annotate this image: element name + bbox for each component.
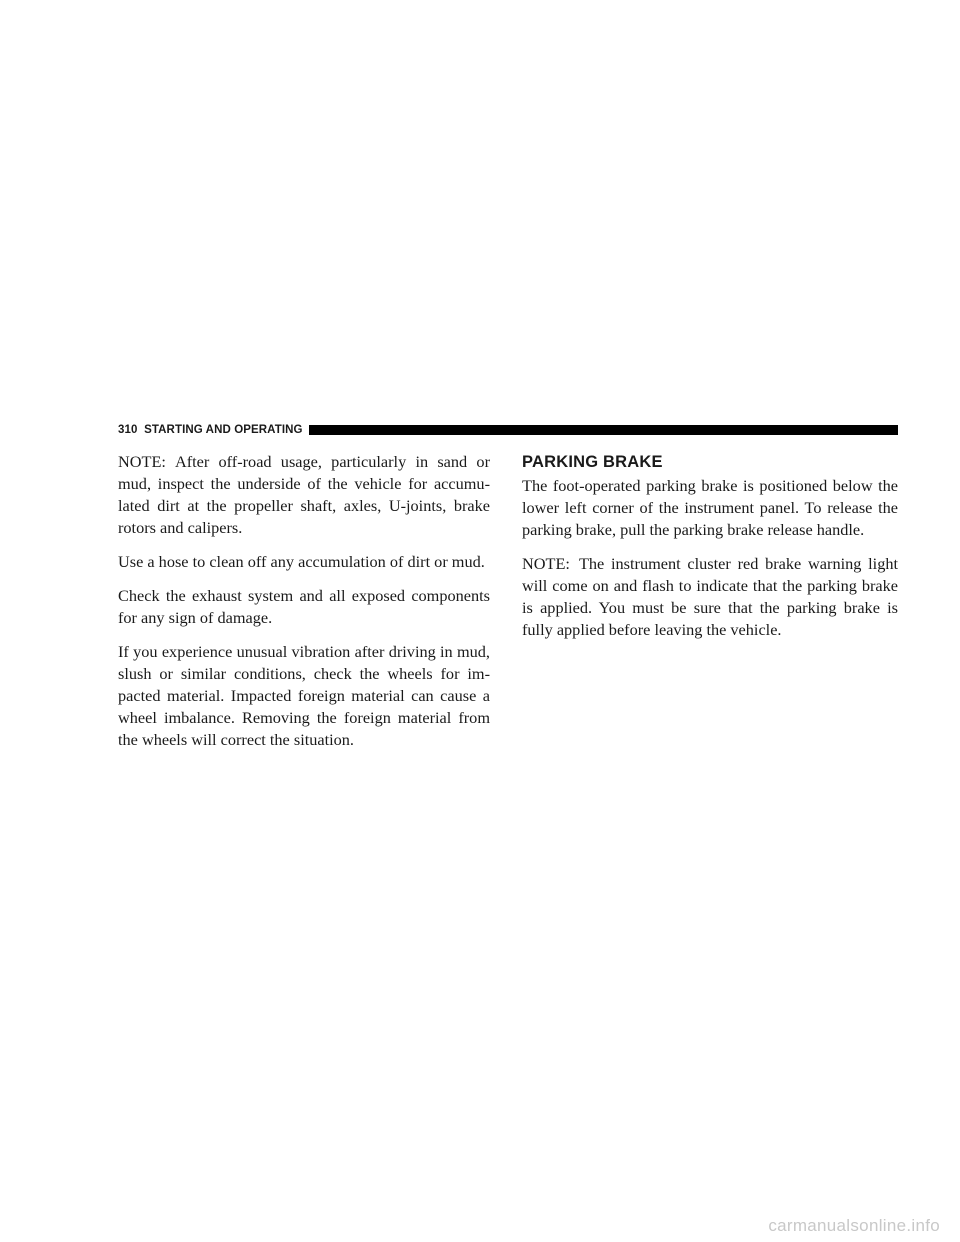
page-number: 310 xyxy=(118,424,138,436)
paragraph-vibration: If you experience unusual vibration after driving in mud, slush or similar conditions, check the wheels for im-pacted material. Impacted foreign material can cause a wheel imbalance. Removing the foreign material from the wheels will correct the situation. xyxy=(118,642,490,749)
section-heading-parking-brake: PARKING BRAKE xyxy=(522,453,663,471)
left-column xyxy=(118,451,490,763)
note-label: NOTE: xyxy=(118,452,166,471)
page-header xyxy=(118,424,898,436)
right-column xyxy=(522,451,898,653)
note-text: After off-road usage, particularly in sand or mud, inspect the underside of the vehicle for accumu-lated dirt at the propeller shaft, axles, U-joints, brake rotors and calipers. xyxy=(118,452,490,537)
paragraph-hose: Use a hose to clean off any accumulation of dirt or mud. xyxy=(118,552,485,571)
note-paragraph-offroad xyxy=(118,451,490,539)
note-text: The instrument cluster red brake warning light will come on and flash to indicate that the parking brake is applied. You must be sure that the parking brake is fully applied before leaving the vehicle. xyxy=(522,554,898,639)
note-label: NOTE: xyxy=(522,554,570,573)
section-title: STARTING AND OPERATING xyxy=(144,424,303,436)
paragraph-parking-brake: The foot-operated parking brake is positioned below the lower left corner of the instrument panel. To release the parking brake, pull the parking brake release handle. xyxy=(522,476,898,539)
paragraph-exhaust: Check the exhaust system and all exposed components for any sign of damage. xyxy=(118,586,490,627)
page-header-text xyxy=(118,424,303,436)
watermark-text: carmanualsonline.info xyxy=(768,1216,940,1235)
note-paragraph-brake-light xyxy=(522,553,898,641)
header-rule xyxy=(309,425,898,435)
